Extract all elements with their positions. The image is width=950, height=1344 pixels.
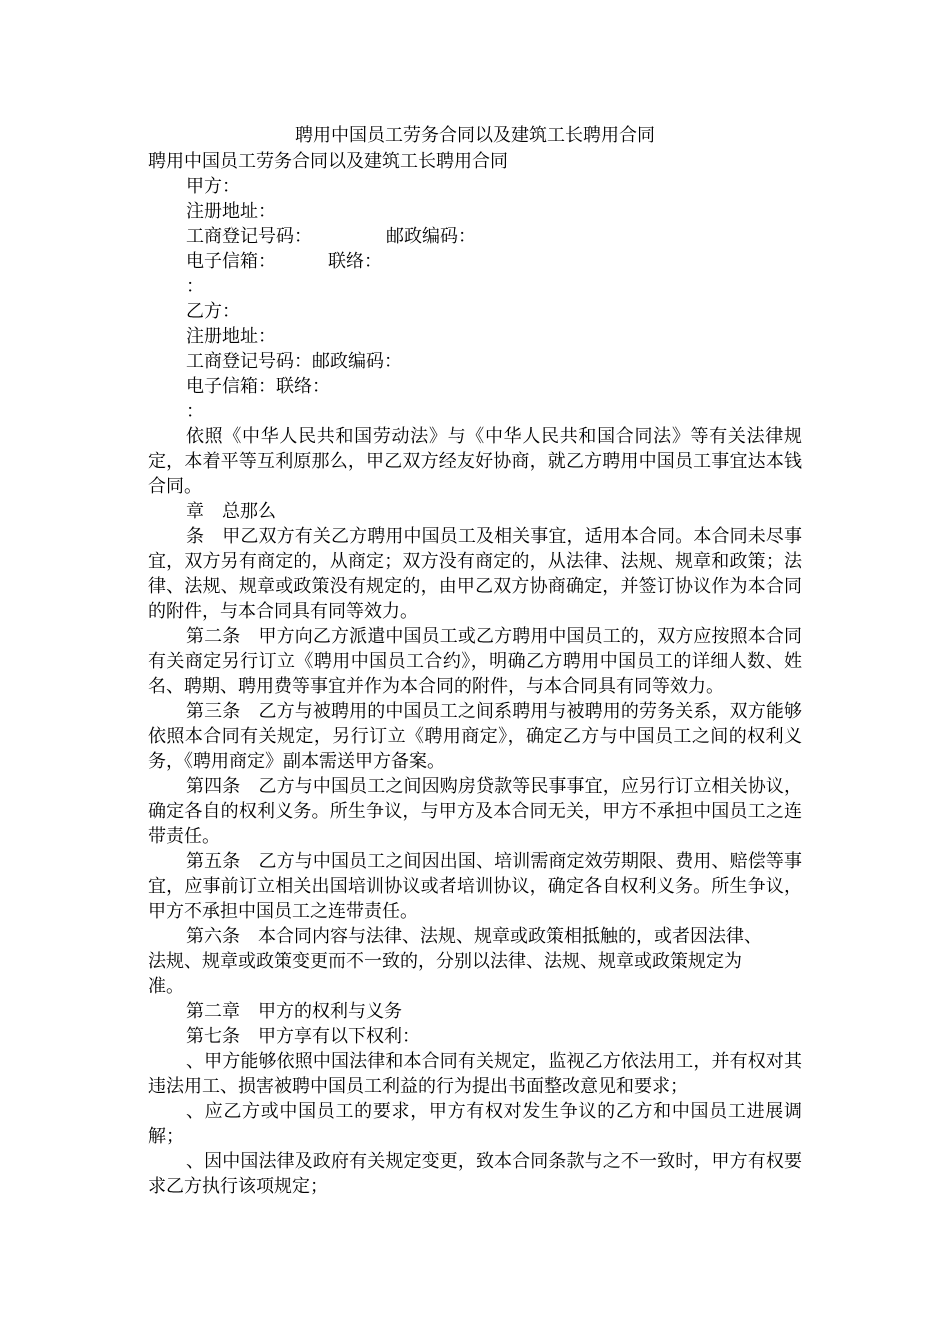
party-b-email-contact: 电子信箱：联络： [186, 376, 330, 397]
article-2-text: 甲方向乙方派遣中国员工或乙方聘用中国员工的，双方应按照本合同有关商定另行订立《聘用中国员工合约》，明确乙方聘用中国员工的详细人数、姓名、聘期、聘用费等事宜并作为本合同的附件，与本合同具有同等效力。 [148, 626, 803, 697]
list-item: 、因中国法律及政府有关规定变更，致本合同条款与之不一致时，甲方有权要求乙方执行该项规定； [148, 1151, 802, 1197]
document-title: 聘用中国员工劳务合同以及建筑工长聘用合同 [295, 125, 655, 146]
article-7-label: 第七条 [186, 1026, 240, 1047]
party-b-address: 注册地址： [186, 326, 276, 347]
article-1 [148, 524, 802, 624]
document-heading: 聘用中国员工劳务合同以及建筑工长聘用合同 [148, 151, 508, 172]
party-a-email: 电子信箱： [186, 251, 276, 272]
party-a-reg-row [148, 224, 802, 249]
chapter-1-heading [148, 499, 802, 524]
article-7-text: 甲方享有以下权利： [258, 1026, 420, 1047]
article-4-text: 乙方与中国员工之间因购房贷款等民事事宜，应另行订立相关协议，确定各自的权利义务。所生争议，与甲方及本合同无关，甲方不承担中国员工之连带责任。 [148, 776, 803, 847]
list-item: 、应乙方或中国员工的要求，甲方有权对发生争议的乙方和中国员工进展调解； [148, 1101, 802, 1147]
article-6-line-3: 准。 [148, 976, 184, 997]
list-item: 、甲方能够依照中国法律和本合同有关规定，监视乙方依法用工，并有权对其违法用工、损害被聘中国员工利益的行为提出书面整改意见和要求； [148, 1051, 802, 1097]
article-3-label: 第三条 [186, 701, 241, 722]
article-3-text: 乙方与被聘用的中国员工之间系聘用与被聘用的劳务关系，双方能够依照本合同有关规定，另行订立《聘用商定》，确定乙方与中国员工之间的权利义务，《聘用商定》副本需送甲方备案。 [148, 701, 803, 772]
article-6-label: 第六条 [186, 926, 240, 947]
party-b-label: 乙方： [186, 301, 240, 322]
party-a-address: 注册地址： [186, 201, 276, 222]
party-a-email-row [148, 249, 802, 274]
document-body [148, 149, 802, 1199]
chapter-2-title: 甲方的权利与义务 [258, 1001, 402, 1022]
article-1-text: 甲乙双方有关乙方聘用中国员工及相关事宜，适用本合同。本合同未尽事宜，双方另有商定的，从商定；双方没有商定的，从法律、法规、规章和政策；法律、法规、规章或政策没有规定的，由甲乙双方协商确定，并签订协议作为本合同的附件，与本合同具有同等效力。 [148, 526, 803, 622]
article-3 [148, 699, 802, 774]
article-7 [148, 1024, 802, 1049]
chapter-2-heading [148, 999, 802, 1024]
article-1-label: 条 [186, 526, 205, 547]
intro-paragraph: 依照《中华人民共和国劳动法》与《中华人民共和国合同法》等有关法律规定，本着平等互利原那么，甲乙双方经友好协商，就乙方聘用中国员工事宜达本钱合同。 [148, 426, 802, 497]
article-2-label: 第二条 [186, 626, 241, 647]
article-4 [148, 774, 802, 849]
party-a-postcode: 邮政编码： [386, 226, 476, 247]
party-a-reg-no: 工商登记号码： [186, 226, 312, 247]
chapter-1-label: 章 [186, 501, 204, 522]
article-5-label: 第五条 [186, 851, 241, 872]
article-2 [148, 624, 802, 699]
article-6-line-2: 法规、规章或政策变更而不一致的，分别以法律、法规、规章或政策规定为 [148, 951, 742, 972]
party-a-colon: ： [186, 276, 204, 297]
chapter-1-title: 总那么 [222, 501, 276, 522]
article-6-line-1 [148, 924, 802, 949]
party-a-label: 甲方： [186, 176, 240, 197]
party-b-reg-postcode: 工商登记号码：邮政编码： [186, 351, 402, 372]
chapter-2-label: 第二章 [186, 1001, 240, 1022]
party-a-contact: 联络： [328, 251, 382, 272]
party-b-colon: ： [186, 401, 204, 422]
article-5-text: 乙方与中国员工之间因出国、培训需商定效劳期限、费用、赔偿等事宜，应事前订立相关出国培训协议或者培训协议，确定各自权利义务。所生争议，甲方不承担中国员工之连带责任。 [148, 851, 803, 922]
article-6-text-1: 本合同内容与法律、法规、规章或政策相抵触的，或者因法律、 [258, 926, 762, 947]
article-5 [148, 849, 802, 924]
article-4-label: 第四条 [186, 776, 241, 797]
